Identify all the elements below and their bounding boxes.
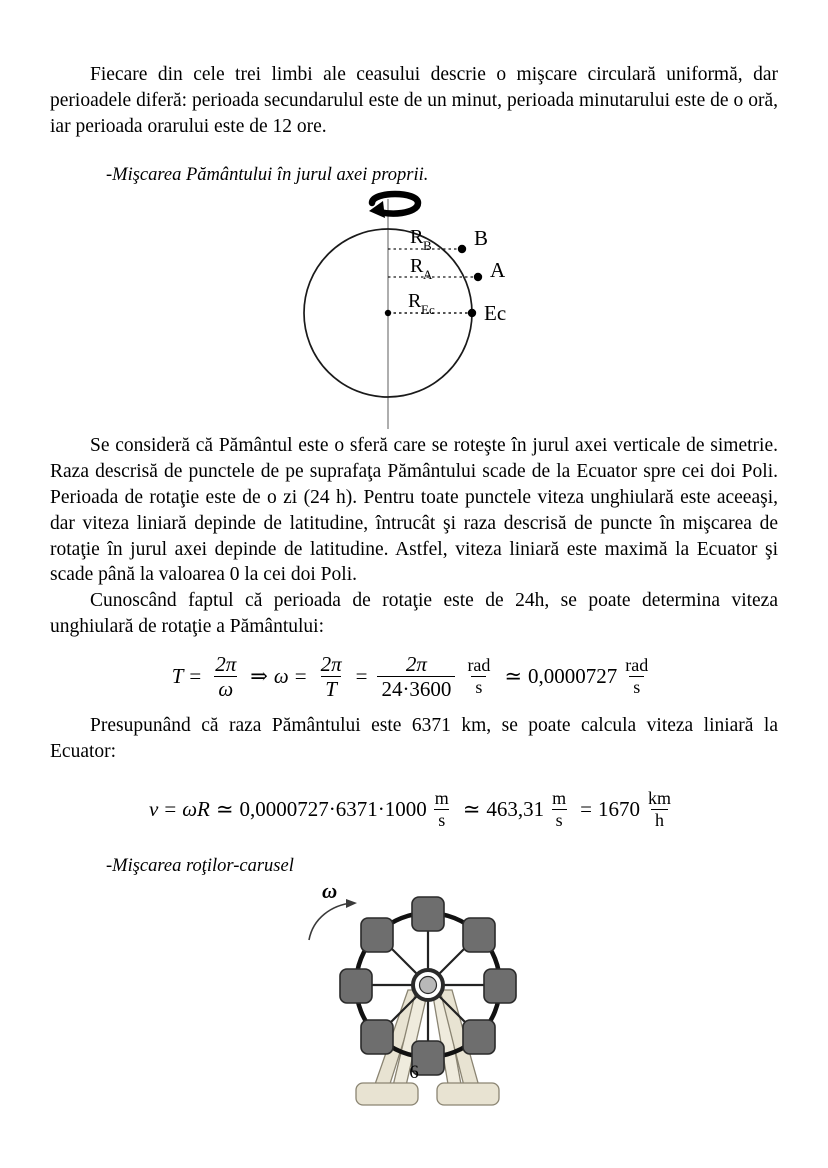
label-radius-ec-subscript: Ec bbox=[421, 302, 435, 318]
label-point-b: B bbox=[474, 226, 489, 251]
base-pad-right bbox=[437, 1083, 499, 1105]
gondola bbox=[361, 918, 393, 952]
heading-ferris-wheel: -Mişcarea roţilor-carusel bbox=[106, 856, 294, 877]
wheel-hub-center bbox=[420, 977, 437, 994]
formula2-approx1: ≃ bbox=[215, 796, 234, 821]
paragraph-angular-velocity-intro: Cunoscând faptul că perioada de rotaţie este de 24h, se poate determina viteza unghiulară de rotaţie a Pământului: bbox=[50, 590, 778, 637]
gondola bbox=[412, 897, 444, 931]
gondola bbox=[463, 1020, 495, 1054]
formula1-frac1 bbox=[211, 653, 240, 701]
ferris-wheel-figure bbox=[50, 878, 778, 1128]
formula-angular-velocity bbox=[50, 653, 778, 701]
formula2-v: v bbox=[149, 796, 159, 821]
formula2-unit3-num: km bbox=[647, 787, 671, 808]
spacer bbox=[50, 640, 778, 653]
wheel-omega-label: ω bbox=[322, 879, 338, 904]
paragraph-linear-velocity-intro: Presupunând că raza Pământului este 6371 km, se poate calcula viteza liniară la Ecuator: bbox=[50, 715, 778, 763]
formula2-eq1: = bbox=[164, 796, 177, 821]
point-a-marker bbox=[474, 273, 482, 281]
formula1-num1: 2π bbox=[215, 651, 237, 676]
formula2-unit2-num: m bbox=[552, 787, 567, 808]
formula1-eq3: = bbox=[355, 664, 368, 689]
formula2-unit3 bbox=[644, 789, 675, 830]
paragraph-intro: Fiecare din cele trei limbi ale ceasului descrie o mişcare circulară uniformă, dar perioadele diferă: perioada secundarulul este de un minut, perioada minutarului este de o oră, iar perioada orarului este de 12 ore. bbox=[50, 64, 778, 137]
formula1-omega: ω bbox=[273, 664, 289, 689]
formula1-frac2 bbox=[317, 653, 346, 701]
gondola bbox=[340, 969, 372, 1003]
formula1-unit1-num: rad bbox=[467, 654, 491, 675]
formula2-expr: 0,0000727·6371·1000 bbox=[239, 796, 427, 821]
ferris-wheel-svg bbox=[50, 878, 778, 1128]
formula1-den3: 24·3600 bbox=[377, 676, 455, 700]
spacer bbox=[50, 700, 778, 713]
base-pad-left bbox=[356, 1083, 418, 1105]
formula2-value2: 463,31 bbox=[486, 796, 545, 821]
page-content bbox=[50, 62, 778, 1128]
spacer bbox=[50, 765, 778, 789]
earth-diagram-svg bbox=[50, 187, 778, 433]
point-ec-marker bbox=[468, 309, 476, 317]
label-point-a: A bbox=[490, 258, 506, 283]
formula1-unit2-num: rad bbox=[625, 654, 649, 675]
earth-center-point bbox=[385, 310, 391, 316]
formula1-eq1: = bbox=[189, 664, 202, 689]
formula2-eq2: = bbox=[580, 796, 592, 821]
spacer bbox=[50, 139, 778, 163]
paragraph-earth-explanation: Se consideră că Pământul este o sferă care se roteşte în jurul axei verticale de simetrie. Raza descrisă de punctele de pe suprafaţa Pământului scade de la Ecuator spre cei doi Poli. Perioada de rotaţie este de o zi (24 h). Pentru toate punctele viteza unghiulară este aceeaşi, dar viteza liniară depinde de latitudine, întrucât şi raza descrisă de puncte în mişcarea de rotaţie în jurul axei depinde de latitudine. Astfel, viteza liniară este maximă la Ecuator şi scade până la valoarea 0 la cei doi Poli. bbox=[50, 435, 778, 586]
wheel-rotation-arrow-icon bbox=[309, 899, 357, 940]
label-radius-b: R bbox=[410, 226, 424, 249]
page-number: 6 bbox=[409, 1062, 419, 1083]
label-radius-ec: R bbox=[408, 290, 422, 313]
gondola bbox=[361, 1020, 393, 1054]
spacer bbox=[50, 830, 778, 854]
formula2-value3: 1670 bbox=[597, 796, 640, 821]
formula2-approx2: ≃ bbox=[462, 796, 481, 821]
gondola bbox=[463, 918, 495, 952]
label-radius-a-subscript: A bbox=[423, 267, 433, 283]
label-radius-a: R bbox=[410, 255, 424, 278]
formula2-unit3-den: h bbox=[651, 809, 668, 830]
formula1-num3: 2π bbox=[405, 651, 427, 676]
formula2-omega-r: ωR bbox=[182, 796, 210, 821]
formula1-approx: ≃ bbox=[504, 664, 523, 689]
formula1-value: 0,0000727 bbox=[528, 664, 618, 689]
heading-earth-rotation: -Mişcarea Pământului în jurul axei proprii. bbox=[106, 165, 429, 186]
formula2-unit1-den: s bbox=[434, 809, 449, 830]
formula1-den1: ω bbox=[214, 676, 237, 700]
formula1-frac3 bbox=[377, 653, 455, 701]
formula-linear-velocity bbox=[50, 789, 778, 830]
formula1-T: T bbox=[171, 664, 184, 689]
formula1-den2: T bbox=[321, 676, 341, 700]
formula1-implies: ⇒ bbox=[250, 664, 268, 689]
formula1-unit2-den: s bbox=[629, 676, 644, 697]
formula2-unit2 bbox=[548, 789, 570, 830]
label-radius-b-subscript: B bbox=[423, 238, 432, 254]
gondola bbox=[484, 969, 516, 1003]
formula1-unit2 bbox=[621, 656, 652, 697]
formula2-unit1-num: m bbox=[434, 787, 449, 808]
formula1-unit1-den: s bbox=[471, 676, 486, 697]
formula1-unit1 bbox=[463, 656, 494, 697]
formula1-num2: 2π bbox=[320, 651, 342, 676]
formula1-eq2: = bbox=[294, 664, 307, 689]
rotation-arrow-icon bbox=[369, 194, 418, 218]
label-point-ec: Ec bbox=[484, 301, 507, 326]
formula2-unit2-den: s bbox=[552, 809, 567, 830]
formula2-unit1 bbox=[431, 789, 453, 830]
earth-rotation-figure bbox=[50, 187, 778, 433]
point-b-marker bbox=[458, 245, 466, 253]
